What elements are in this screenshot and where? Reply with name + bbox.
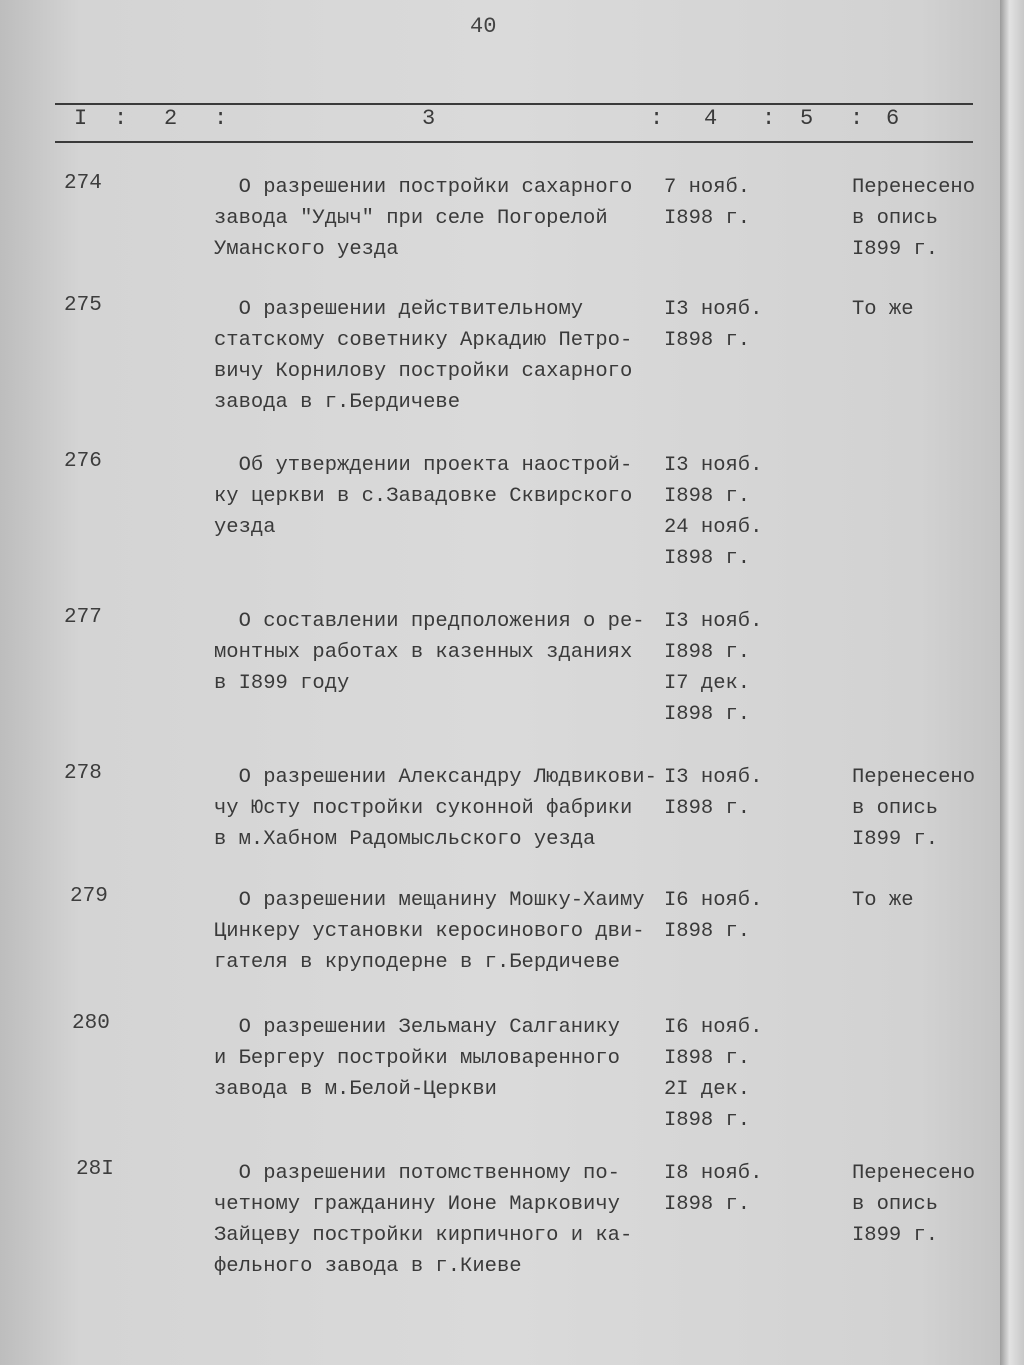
entry-number: 275 (64, 294, 102, 317)
entry-number: 276 (64, 450, 102, 473)
entry-dates: 7 нояб. I898 г. (664, 176, 751, 230)
entry-dates: I3 нояб. I898 г. (664, 766, 763, 820)
entry-title: О разрешении Александру Людвикови- чу Юсту постройки суконной фабрики в м.Хабном Радомысльского уезда (214, 766, 657, 851)
entry-dates: I3 нояб. I898 г. (664, 298, 763, 352)
column-header-5: 5 (800, 106, 814, 131)
column-separator: : (650, 106, 664, 131)
entry-number: 280 (72, 1012, 110, 1035)
entry-dates: I6 нояб. I898 г. 2I дек. I898 г. (664, 1016, 763, 1132)
column-header-2: 2 (164, 106, 178, 131)
entry-title: О разрешении постройки сахарного завода "Удыч" при селе Погорелой Уманского уезда (214, 176, 633, 261)
column-header-4: 4 (704, 106, 718, 131)
header-top-rule (55, 103, 973, 105)
entry-number: 274 (64, 172, 102, 195)
column-separator: : (114, 106, 128, 131)
entry-note: Перенесено в опись I899 г. (852, 1162, 976, 1247)
entry-number: 28I (76, 1158, 114, 1181)
entry-number: 278 (64, 762, 102, 785)
entry-dates: I8 нояб. I898 г. (664, 1162, 763, 1216)
header-bottom-rule (55, 141, 973, 143)
entry-note: То же (852, 889, 914, 912)
entry-title: О разрешении действительному статскому советнику Аркадию Петро- вичу Корнилову постройки сахарного завода в г.Бердичеве (214, 298, 633, 414)
entry-dates: I6 нояб. I898 г. (664, 889, 763, 943)
entry-title: О составлении предположения о ре- монтных работах в казенных зданиях в I899 году (214, 610, 645, 695)
entry-dates: I3 нояб. I898 г. 24 нояб. I898 г. (664, 454, 763, 570)
column-separator: : (214, 106, 228, 131)
column-header-3: 3 (422, 106, 436, 131)
entry-title: Об утверждении проекта наострой- ку церкви в с.Завадовке Сквирского уезда (214, 454, 633, 539)
entry-title: О разрешении мещанину Мошку-Хаиму Цинкеру установки керосинового дви- гателя в круподерне в г.Бердичеве (214, 889, 645, 974)
entry-number: 277 (64, 606, 102, 629)
page-number: 40 (470, 14, 497, 39)
entry-note: Перенесено в опись I899 г. (852, 176, 976, 261)
entry-note: Перенесено в опись I899 г. (852, 766, 976, 851)
entry-title: О разрешении Зельману Салганику и Бергеру постройки мыловаренного завода в м.Белой-Церкви (214, 1016, 620, 1101)
page-edge (1000, 0, 1024, 1365)
entry-note: То же (852, 298, 914, 321)
entry-dates: I3 нояб. I898 г. I7 дек. I898 г. (664, 610, 763, 726)
column-separator: : (762, 106, 776, 131)
entry-number: 279 (70, 885, 108, 908)
entry-title: О разрешении потомственному по- четному гражданину Ионе Марковичу Зайцеву постройки кирпичного и ка- фельного завода в г.Киеве (214, 1162, 633, 1278)
column-header-1: I (74, 106, 88, 131)
column-header-6: 6 (886, 106, 900, 131)
column-separator: : (850, 106, 864, 131)
